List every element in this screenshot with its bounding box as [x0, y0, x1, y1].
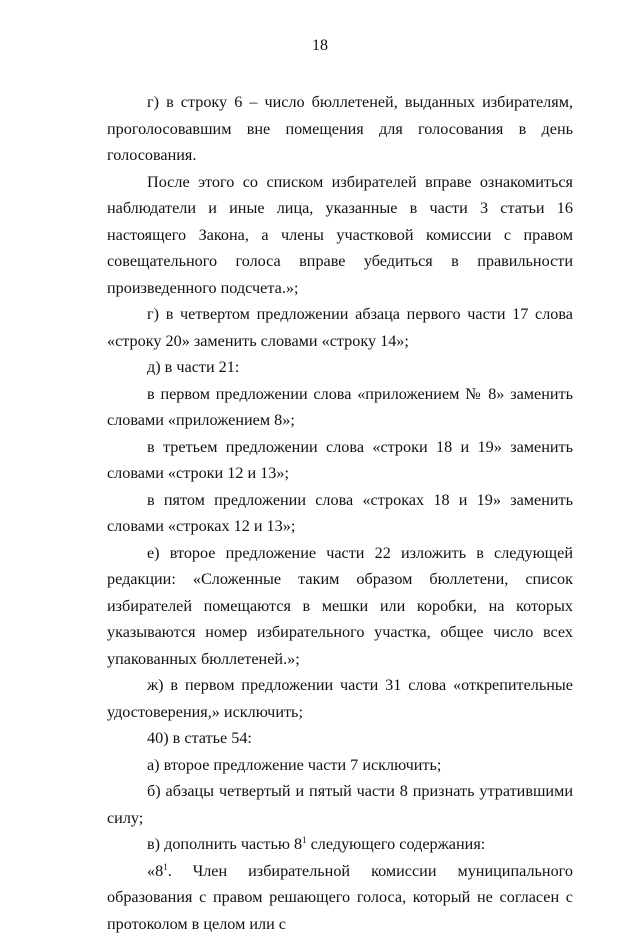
- paragraph-line-6: г) в строку 6 – число бюллетеней, выданных избирателям, проголосовавшим вне помещения для голосования в день голосования.: [107, 89, 573, 169]
- paragraph-part-17: г) в четвертом предложении абзаца первого части 17 слова «строку 20» заменить словами «строку 14»;: [107, 301, 573, 354]
- paragraph-part-22: е) второе предложение части 22 изложить в следующей редакции: «Сложенные таким образом бюллетени, список избирателей помещаются в мешки или коробки, на которых указываются номер избирательного участка, общее число всех упакованных бюллетеней.»;: [107, 540, 573, 673]
- paragraph-quoted-part: [107, 858, 573, 937]
- page-number: 18: [0, 36, 640, 56]
- add-part-text: в) дополнить частью 8: [147, 835, 302, 853]
- paragraph-fifth-sentence: в пятом предложении слова «строках 18 и 19» заменить словами «строках 12 и 13»;: [107, 487, 573, 540]
- add-part-text-end: следующего содержания:: [307, 835, 486, 853]
- quoted-part-number: «8: [147, 862, 163, 880]
- paragraph-observers: После этого со списком избирателей вправе ознакомиться наблюдатели и иные лица, указанные в части 3 статьи 16 настоящего Закона, а члены участковой комиссии с правом совещательного голоса вправе убедиться в правильности произведенного подсчета.»;: [107, 169, 573, 302]
- paragraph-part-8: б) абзацы четвертый и пятый части 8 признать утратившими силу;: [107, 778, 573, 831]
- paragraph-first-sentence: в первом предложении слова «приложением № 8» заменить словами «приложением 8»;: [107, 381, 573, 434]
- quoted-part-text: . Член избирательной комиссии муниципального образования с правом решающего голоса, который не согласен с протоколом в целом или с: [107, 862, 573, 933]
- paragraph-add-part: [107, 831, 573, 858]
- paragraph-part-31: ж) в первом предложении части 31 слова «открепительные удостоверения,» исключить;: [107, 672, 573, 725]
- superscript: 1: [163, 862, 168, 872]
- paragraph-article-54: 40) в статье 54:: [107, 725, 573, 752]
- paragraph-part-21: д) в части 21:: [107, 354, 573, 381]
- superscript: 1: [302, 835, 307, 845]
- paragraph-third-sentence: в третьем предложении слова «строки 18 и 19» заменить словами «строки 12 и 13»;: [107, 434, 573, 487]
- document-body: [107, 89, 573, 937]
- paragraph-part-7: а) второе предложение части 7 исключить;: [107, 752, 573, 779]
